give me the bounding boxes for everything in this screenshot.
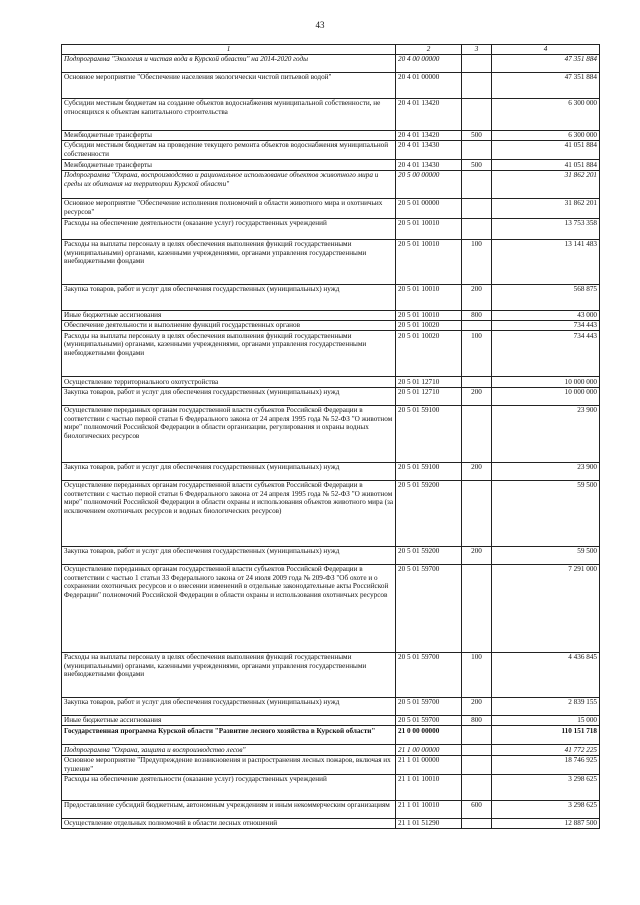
- row-code-cell: 21 1 00 00000: [396, 745, 462, 755]
- row-sum-cell: 3 298 625: [492, 774, 600, 800]
- row-sum-cell: 2 839 155: [492, 697, 600, 715]
- row-sum-cell: 59 500: [492, 480, 600, 546]
- column-header-code: 2: [396, 45, 462, 55]
- row-sum-cell: 23 900: [492, 462, 600, 480]
- row-code-cell: 20 4 01 13420: [396, 98, 462, 130]
- row-code-cell: 20 5 01 59700: [396, 564, 462, 652]
- row-code-cell: 21 1 01 00000: [396, 755, 462, 774]
- table-row: [62, 715, 600, 725]
- row-code-cell: 20 5 01 00000: [396, 198, 462, 218]
- table-row: [62, 652, 600, 697]
- row-sum-cell: 41 051 884: [492, 160, 600, 170]
- row-name-cell: Расходы на выплаты персоналу в целях обеспечения выполнения функций государственными (муниципальными) органами, казенными учреждениями, органами управления государственными внебюджетными фондами: [62, 331, 396, 377]
- row-type-cell: [462, 774, 492, 800]
- row-sum-cell: 47 351 884: [492, 54, 600, 72]
- row-sum-cell: 10 000 000: [492, 377, 600, 387]
- table-row: [62, 141, 600, 160]
- row-name-cell: Расходы на обеспечение деятельности (оказание услуг) государственных учреждений: [62, 774, 396, 800]
- row-name-cell: Предоставление субсидий бюджетным, автономным учреждениям и иным некоммерческим организациям: [62, 800, 396, 818]
- table-row: [62, 198, 600, 218]
- table-header-row: [62, 45, 600, 55]
- row-sum-cell: 41 051 884: [492, 141, 600, 160]
- row-type-cell: [462, 54, 492, 72]
- row-type-cell: 100: [462, 239, 492, 284]
- row-type-cell: 500: [462, 160, 492, 170]
- table-row: [62, 726, 600, 745]
- row-type-cell: [462, 72, 492, 98]
- column-header-name: 1: [62, 45, 396, 55]
- row-type-cell: [462, 320, 492, 330]
- row-name-cell: Подпрограмма "Охрана, воспроизводство и рациональное использование объектов животного мира и среды их обитания на территории Курской области": [62, 170, 396, 198]
- row-type-cell: [462, 564, 492, 652]
- table-row: [62, 331, 600, 377]
- row-code-cell: 21 1 01 10010: [396, 800, 462, 818]
- row-code-cell: 20 5 01 59100: [396, 405, 462, 462]
- row-name-cell: Осуществление территориального охотустройства: [62, 377, 396, 387]
- row-type-cell: 500: [462, 130, 492, 140]
- row-name-cell: Иные бюджетные ассигнования: [62, 715, 396, 725]
- row-code-cell: 20 5 01 12710: [396, 377, 462, 387]
- row-sum-cell: 23 900: [492, 405, 600, 462]
- row-sum-cell: 10 000 000: [492, 387, 600, 405]
- row-code-cell: 20 5 01 12710: [396, 387, 462, 405]
- row-sum-cell: 12 887 500: [492, 818, 600, 828]
- table-row: [62, 310, 600, 320]
- row-type-cell: 800: [462, 715, 492, 725]
- row-sum-cell: 41 772 225: [492, 745, 600, 755]
- table-row: [62, 818, 600, 828]
- table-row: [62, 130, 600, 140]
- row-sum-cell: 568 875: [492, 284, 600, 310]
- row-sum-cell: 59 500: [492, 546, 600, 564]
- row-type-cell: [462, 405, 492, 462]
- row-code-cell: 20 5 01 10020: [396, 331, 462, 377]
- table-row: [62, 755, 600, 774]
- row-name-cell: Закупка товаров, работ и услуг для обеспечения государственных (муниципальных) нужд: [62, 462, 396, 480]
- table-row: [62, 284, 600, 310]
- row-code-cell: 21 1 01 10010: [396, 774, 462, 800]
- row-name-cell: Межбюджетные трансферты: [62, 130, 396, 140]
- row-code-cell: 20 4 01 00000: [396, 72, 462, 98]
- row-name-cell: Основное мероприятие "Обеспечение исполнения полномочий в области животного мира и охотничьих ресурсов": [62, 198, 396, 218]
- row-name-cell: Закупка товаров, работ и услуг для обеспечения государственных (муниципальных) нужд: [62, 697, 396, 715]
- row-name-cell: Закупка товаров, работ и услуг для обеспечения государственных (муниципальных) нужд: [62, 387, 396, 405]
- row-type-cell: 800: [462, 310, 492, 320]
- row-code-cell: 20 5 01 59700: [396, 697, 462, 715]
- table-row: [62, 54, 600, 72]
- column-header-sum: 4: [492, 45, 600, 55]
- row-sum-cell: 734 443: [492, 320, 600, 330]
- row-type-cell: [462, 818, 492, 828]
- row-type-cell: [462, 726, 492, 745]
- table-body: [62, 54, 600, 829]
- row-name-cell: Основное мероприятие "Предупреждение возникновения и распространения лесных пожаров, включая их тушение": [62, 755, 396, 774]
- table-row: [62, 218, 600, 239]
- row-code-cell: 20 5 01 10020: [396, 320, 462, 330]
- row-code-cell: 20 5 01 10010: [396, 284, 462, 310]
- row-type-cell: 100: [462, 331, 492, 377]
- table-row: [62, 480, 600, 546]
- row-sum-cell: 6 300 000: [492, 130, 600, 140]
- row-name-cell: Основное мероприятие "Обеспечение населения экологически чистой питьевой водой": [62, 72, 396, 98]
- row-code-cell: 20 5 01 59700: [396, 715, 462, 725]
- row-code-cell: 20 5 01 10010: [396, 310, 462, 320]
- row-type-cell: 100: [462, 652, 492, 697]
- table-row: [62, 320, 600, 330]
- row-code-cell: 20 4 01 13420: [396, 130, 462, 140]
- budget-table: [61, 44, 600, 829]
- table-row: [62, 72, 600, 98]
- row-sum-cell: 4 436 845: [492, 652, 600, 697]
- table-row: [62, 800, 600, 818]
- row-name-cell: Осуществление переданных органам государственной власти субъектов Российской Федерации в соответствии с частью первой статьи 6 Федерального закона от 24 апреля 1995 года № 52-ФЗ "О животном мире" полномочий Российской Федерации в области организации, регулирования и охраны водных биологических ресурсов: [62, 405, 396, 462]
- row-code-cell: 20 5 01 59200: [396, 546, 462, 564]
- row-name-cell: Осуществление переданных органам государственной власти субъектов Российской Федерации в соответствии с частью первой статьи 6 Федерального закона от 24 апреля 1995 года № 52-ФЗ "О животном мире" полномочий Российской Федерации в области охраны и использования объектов животного мира (за исключением охотничьих ресурсов и водных биологических ресурсов): [62, 480, 396, 546]
- table-row: [62, 745, 600, 755]
- row-name-cell: Закупка товаров, работ и услуг для обеспечения государственных (муниципальных) нужд: [62, 546, 396, 564]
- row-name-cell: Межбюджетные трансферты: [62, 160, 396, 170]
- row-type-cell: 200: [462, 462, 492, 480]
- row-sum-cell: 6 300 000: [492, 98, 600, 130]
- row-type-cell: [462, 745, 492, 755]
- row-code-cell: 20 5 00 00000: [396, 170, 462, 198]
- row-sum-cell: 13 141 483: [492, 239, 600, 284]
- row-type-cell: [462, 198, 492, 218]
- row-type-cell: [462, 141, 492, 160]
- row-type-cell: 200: [462, 387, 492, 405]
- row-name-cell: Государственная программа Курской области "Развитие лесного хозяйства в Курской области": [62, 726, 396, 745]
- row-sum-cell: 15 000: [492, 715, 600, 725]
- row-sum-cell: 3 298 625: [492, 800, 600, 818]
- row-type-cell: 600: [462, 800, 492, 818]
- row-name-cell: Иные бюджетные ассигнования: [62, 310, 396, 320]
- table-row: [62, 564, 600, 652]
- table-row: [62, 774, 600, 800]
- row-name-cell: Подпрограмма "Экология и чистая вода в Курской области" на 2014-2020 годы: [62, 54, 396, 72]
- row-sum-cell: 110 151 718: [492, 726, 600, 745]
- table-row: [62, 170, 600, 198]
- table-row: [62, 546, 600, 564]
- row-code-cell: 21 1 01 51290: [396, 818, 462, 828]
- row-code-cell: 21 0 00 00000: [396, 726, 462, 745]
- row-code-cell: 20 4 01 13430: [396, 160, 462, 170]
- row-type-cell: 200: [462, 546, 492, 564]
- row-type-cell: 200: [462, 284, 492, 310]
- row-type-cell: [462, 170, 492, 198]
- row-code-cell: 20 5 01 59700: [396, 652, 462, 697]
- row-type-cell: 200: [462, 697, 492, 715]
- table-row: [62, 387, 600, 405]
- row-name-cell: Закупка товаров, работ и услуг для обеспечения государственных (муниципальных) нужд: [62, 284, 396, 310]
- row-name-cell: Обеспечение деятельности и выполнение функций государственных органов: [62, 320, 396, 330]
- row-sum-cell: 13 753 358: [492, 218, 600, 239]
- row-name-cell: Расходы на выплаты персоналу в целях обеспечения выполнения функций государственными (муниципальными) органами, казенными учреждениями, органами управления государственными внебюджетными фондами: [62, 652, 396, 697]
- table-row: [62, 462, 600, 480]
- row-type-cell: [462, 377, 492, 387]
- row-code-cell: 20 5 01 59100: [396, 462, 462, 480]
- table-row: [62, 98, 600, 130]
- row-name-cell: Субсидии местным бюджетам на проведение текущего ремонта объектов водоснабжения муниципальной собственности: [62, 141, 396, 160]
- row-code-cell: 20 4 00 00000: [396, 54, 462, 72]
- page-number: 43: [315, 20, 325, 30]
- row-name-cell: Осуществление переданных органам государственной власти субъектов Российской Федерации в соответствии с частью 1 статьи 33 Федерального закона от 24 июля 2009 года № 209-ФЗ "Об охоте и о сохранении охотничьих ресурсов и о внесении изменений в отдельные законодательные акты Российской Федерации" полномочий Российской Федерации в области охраны и использования охотничьих ресурсов: [62, 564, 396, 652]
- row-code-cell: 20 4 01 13430: [396, 141, 462, 160]
- row-code-cell: 20 5 01 10010: [396, 239, 462, 284]
- table-row: [62, 160, 600, 170]
- column-header-type: 3: [462, 45, 492, 55]
- row-sum-cell: 7 291 000: [492, 564, 600, 652]
- row-sum-cell: 31 862 201: [492, 198, 600, 218]
- row-sum-cell: 47 351 884: [492, 72, 600, 98]
- row-name-cell: Расходы на обеспечение деятельности (оказание услуг) государственных учреждений: [62, 218, 396, 239]
- row-code-cell: 20 5 01 10010: [396, 218, 462, 239]
- row-type-cell: [462, 480, 492, 546]
- row-sum-cell: 734 443: [492, 331, 600, 377]
- row-code-cell: 20 5 01 59200: [396, 480, 462, 546]
- row-type-cell: [462, 755, 492, 774]
- table-row: [62, 405, 600, 462]
- row-name-cell: Осуществление отдельных полномочий в области лесных отношений: [62, 818, 396, 828]
- row-type-cell: [462, 218, 492, 239]
- row-sum-cell: 18 746 925: [492, 755, 600, 774]
- row-name-cell: Субсидии местным бюджетам на создание объектов водоснабжения муниципальной собственности, не относящихся к объектам капитального строительства: [62, 98, 396, 130]
- row-name-cell: Подпрограмма "Охрана, защита и воспроизводство лесов": [62, 745, 396, 755]
- row-sum-cell: 31 862 201: [492, 170, 600, 198]
- table-row: [62, 377, 600, 387]
- row-type-cell: [462, 98, 492, 130]
- row-name-cell: Расходы на выплаты персоналу в целях обеспечения выполнения функций государственными (муниципальными) органами, казенными учреждениями, органами управления государственными внебюджетными фондами: [62, 239, 396, 284]
- table-row: [62, 239, 600, 284]
- row-sum-cell: 43 000: [492, 310, 600, 320]
- table-row: [62, 697, 600, 715]
